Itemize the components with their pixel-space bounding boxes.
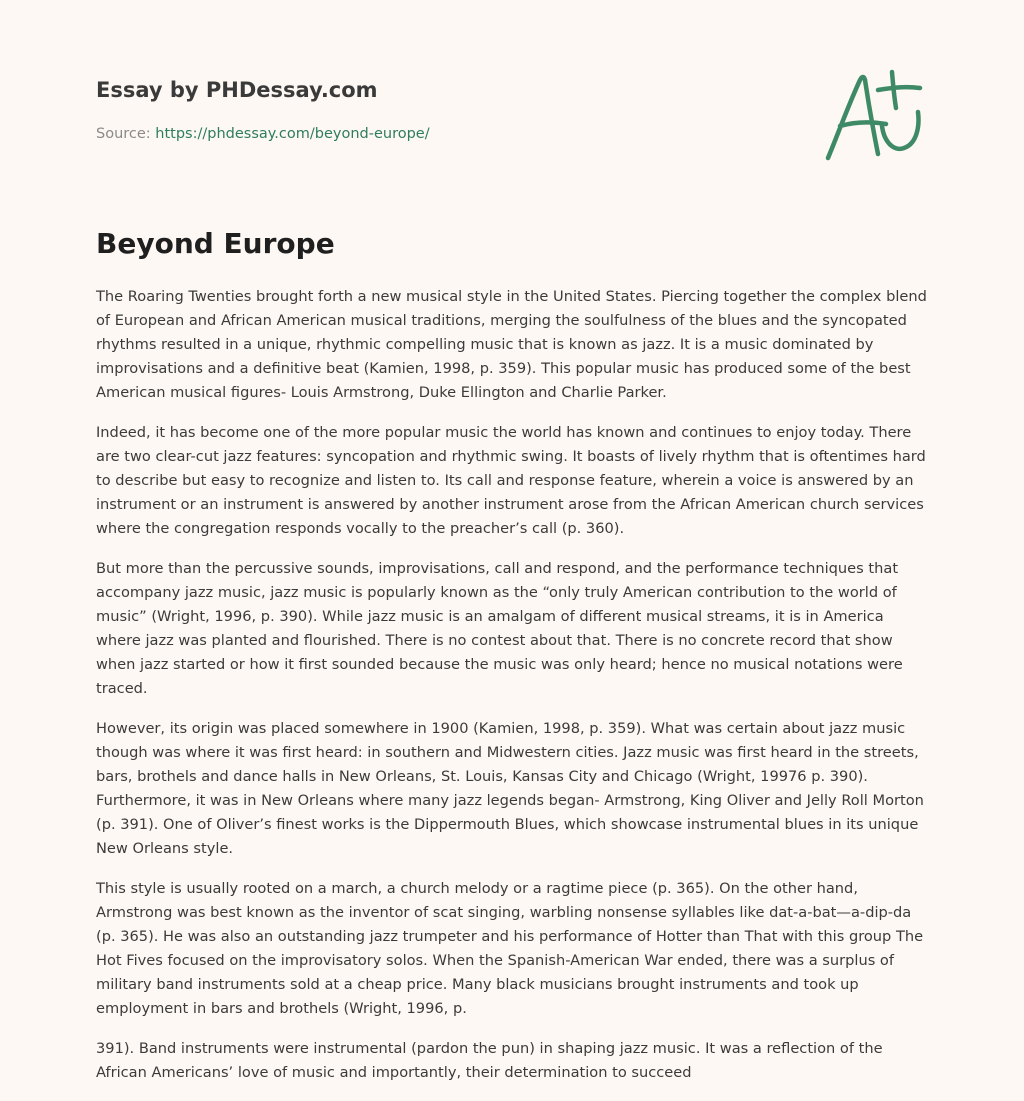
source-label: Source: (96, 126, 151, 142)
essay-paragraph: This style is usually rooted on a march, a church melody or a ragtime piece (p. 365). On the other hand, Armstrong was best known as the inventor of scat singing, warbling nonsense syllables like dat-a-bat—a-dip-da (p. 365). He was also an outstanding jazz trumpeter and his performance of Hotter than That with this group The Hot Fives focused on the improvisatory solos. When the Spanish-American War ended, there was a surplus of military band instruments sold at a cheap price. Many black musicians brought instruments and took up employment in bars and brothels (Wright, 1996, p. (96, 880, 924, 1017)
essay-paragraph: The Roaring Twenties brought forth a new musical style in the United States. Piercing together the complex blend of European and African American musical traditions, merging the soulfulness of the blues and the syncopated rhythms resulted in a unique, rhythmic compelling music that is known as jazz. It is a music dominated by improvisations and a definitive beat (Kamien, 1998, p. 359). This popular music has produced some of the best American musical figures- Louis Armstrong, Duke Ellington and Charlie Parker. (96, 288, 927, 401)
essay-paragraph: 391). Band instruments were instrumental (pardon the pun) in shaping jazz music. It was a reflection of the African Americans’ love of music and importantly, their determination to succeed (96, 1040, 883, 1081)
essay-body (96, 285, 930, 1101)
essay-paragraph: Indeed, it has become one of the more popular music the world has known and continues to enjoy today. There are two clear-cut jazz features: syncopation and rhythmic swing. It boasts of lively rhythm that is oftentimes hard to describe but easy to recognize and listen to. Its call and response feature, wherein a voice is answered by an instrument or an instrument is answered by another instrument arose from the African American church services where the congregation responds vocally to the preacher’s call (p. 360). (96, 424, 926, 537)
essay-paragraph: However, its origin was placed somewhere in 1900 (Kamien, 1998, p. 359). What was certain about jazz music though was where it was first heard: in southern and Midwestern cities. Jazz music was first heard in the streets, bars, brothels and dance halls in New Orleans, St. Louis, Kansas City and Chicago (Wright, 19976 p. 390). Furthermore, it was in New Orleans where many jazz legends began- Armstrong, King Oliver and Jelly Roll Morton (p. 391). One of Oliver’s finest works is the Dippermouth Blues, which showcase instrumental blues in its unique New Orleans style. (96, 720, 924, 857)
site-title: Essay by PHDessay.com (96, 78, 378, 102)
essay-title: Beyond Europe (96, 227, 335, 260)
a-plus-grade-icon (820, 66, 930, 166)
source-line (96, 124, 430, 144)
source-link[interactable]: https://phdessay.com/beyond-europe/ (155, 126, 430, 142)
essay-paragraph: But more than the percussive sounds, improvisations, call and respond, and the performance techniques that accompany jazz music, jazz music is popularly known as the “only truly American contribution to the world of music” (Wright, 1996, p. 390). While jazz music is an amalgam of different musical streams, it is in America where jazz was planted and flourished. There is no contest about that. There is no concrete record that show when jazz started or how it first sounded because the music was only heard; hence no musical notations were traced. (96, 560, 903, 697)
